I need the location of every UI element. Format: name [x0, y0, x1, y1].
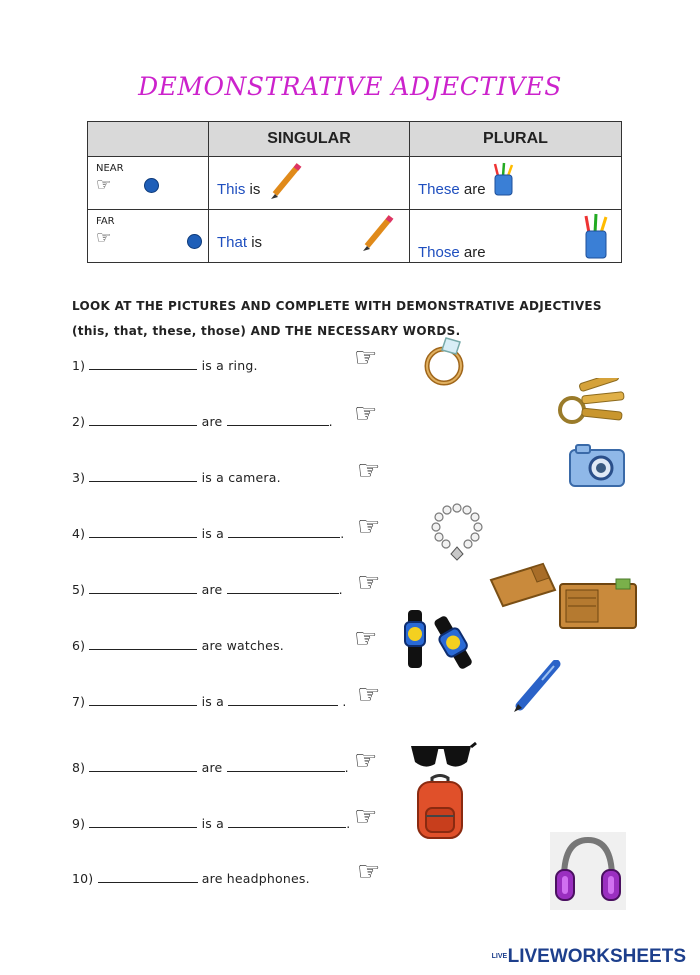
exercise-5: 5) are . — [72, 582, 343, 597]
pointing-hand-icon: ☞ — [357, 456, 381, 486]
pointing-hand-icon: ☞ — [96, 175, 112, 195]
pointing-hand-icon: ☞ — [354, 624, 378, 654]
exercise-2: 2) are . — [72, 414, 333, 429]
answer-blank[interactable] — [89, 648, 197, 650]
pointing-hand-icon: ☞ — [357, 680, 381, 710]
pencil-icon — [361, 214, 395, 252]
exercise-7: 7) is a . — [72, 694, 347, 709]
verb-is: is — [251, 234, 263, 251]
answer-blank[interactable] — [89, 704, 197, 706]
keys-icon — [556, 378, 628, 428]
exercise-9: 9) is a . — [72, 816, 351, 831]
answer-blank[interactable] — [89, 368, 197, 370]
answer-blank[interactable] — [227, 592, 339, 594]
table-row-near — [88, 157, 622, 210]
verb-are: are — [463, 244, 486, 261]
exercise-6: 6) are watches. — [72, 638, 284, 653]
backpack-icon — [414, 774, 466, 840]
answer-blank[interactable] — [98, 881, 198, 883]
far-label-cell — [88, 210, 209, 263]
word-those: Those — [418, 244, 460, 261]
headphones-icon — [550, 832, 626, 910]
pen-icon — [512, 660, 562, 714]
header-plural: PLURAL — [410, 122, 622, 157]
watches-icon — [404, 608, 480, 670]
word-these: These — [418, 181, 460, 198]
answer-blank[interactable] — [227, 770, 345, 772]
near-label: NEAR — [96, 163, 124, 174]
wallet-icon — [487, 560, 559, 608]
pointing-hand-icon: ☞ — [96, 228, 112, 248]
answer-blank[interactable] — [89, 424, 197, 426]
wallet-icon — [556, 576, 640, 632]
brand-name: LIVEWORKSHEETS — [507, 946, 686, 967]
answer-blank[interactable] — [89, 592, 197, 594]
answer-blank[interactable] — [89, 770, 197, 772]
far-singular-cell — [209, 210, 410, 263]
demonstratives-table — [87, 121, 622, 263]
answer-blank[interactable] — [228, 536, 340, 538]
sunglasses-icon — [409, 740, 477, 770]
answer-blank[interactable] — [89, 826, 197, 828]
answer-blank[interactable] — [228, 826, 346, 828]
far-label: FAR — [96, 216, 115, 227]
camera-icon — [568, 442, 626, 490]
pointing-hand-icon: ☞ — [357, 568, 381, 598]
pointing-hand-icon: ☞ — [357, 857, 381, 887]
verb-is: is — [249, 181, 261, 198]
exercise-10: 10) are headphones. — [72, 871, 310, 886]
exercise-8: 8) are . — [72, 760, 349, 775]
far-dot-icon — [187, 234, 202, 249]
exercise-4: 4) is a . — [72, 526, 345, 541]
pointing-hand-icon: ☞ — [354, 343, 378, 373]
pointing-hand-icon: ☞ — [354, 746, 378, 776]
instructions — [72, 294, 642, 344]
word-this: This — [217, 181, 246, 198]
header-empty — [88, 122, 209, 157]
verb-are: are — [463, 181, 486, 198]
pointing-hand-icon: ☞ — [357, 512, 381, 542]
exercise-3: 3) is a camera. — [72, 470, 281, 485]
word-that: That — [217, 234, 248, 251]
near-plural-cell — [410, 157, 622, 210]
far-plural-cell — [410, 210, 622, 263]
liveworksheets-logo — [492, 946, 686, 968]
near-label-cell — [88, 157, 209, 210]
pointing-hand-icon: ☞ — [354, 802, 378, 832]
logo-mark: LIVE — [491, 952, 508, 960]
exercise-1: 1) is a ring. — [72, 358, 258, 373]
answer-blank[interactable] — [228, 704, 338, 706]
necklace-icon — [430, 503, 484, 561]
instructions-line-1: LOOK AT THE PICTURES AND COMPLETE WITH DEMONSTRATIVE ADJECTIVES — [72, 299, 602, 313]
answer-blank[interactable] — [89, 480, 197, 482]
ring-icon — [422, 334, 470, 386]
header-singular: SINGULAR — [209, 122, 410, 157]
pencil-icon — [269, 162, 303, 200]
instructions-line-2: (this, that, these, those) AND THE NECESSARY WORDS. — [72, 324, 461, 338]
answer-blank[interactable] — [89, 536, 197, 538]
pointing-hand-icon: ☞ — [354, 399, 378, 429]
pencil-cup-icon — [583, 213, 609, 259]
table-header-row — [88, 122, 622, 157]
page-title: DEMONSTRATIVE ADJECTIVES — [138, 72, 562, 101]
near-dot-icon — [144, 178, 159, 193]
pencil-cup-icon — [492, 162, 516, 196]
answer-blank[interactable] — [227, 424, 329, 426]
table-row-far — [88, 210, 622, 263]
near-singular-cell — [209, 157, 410, 210]
